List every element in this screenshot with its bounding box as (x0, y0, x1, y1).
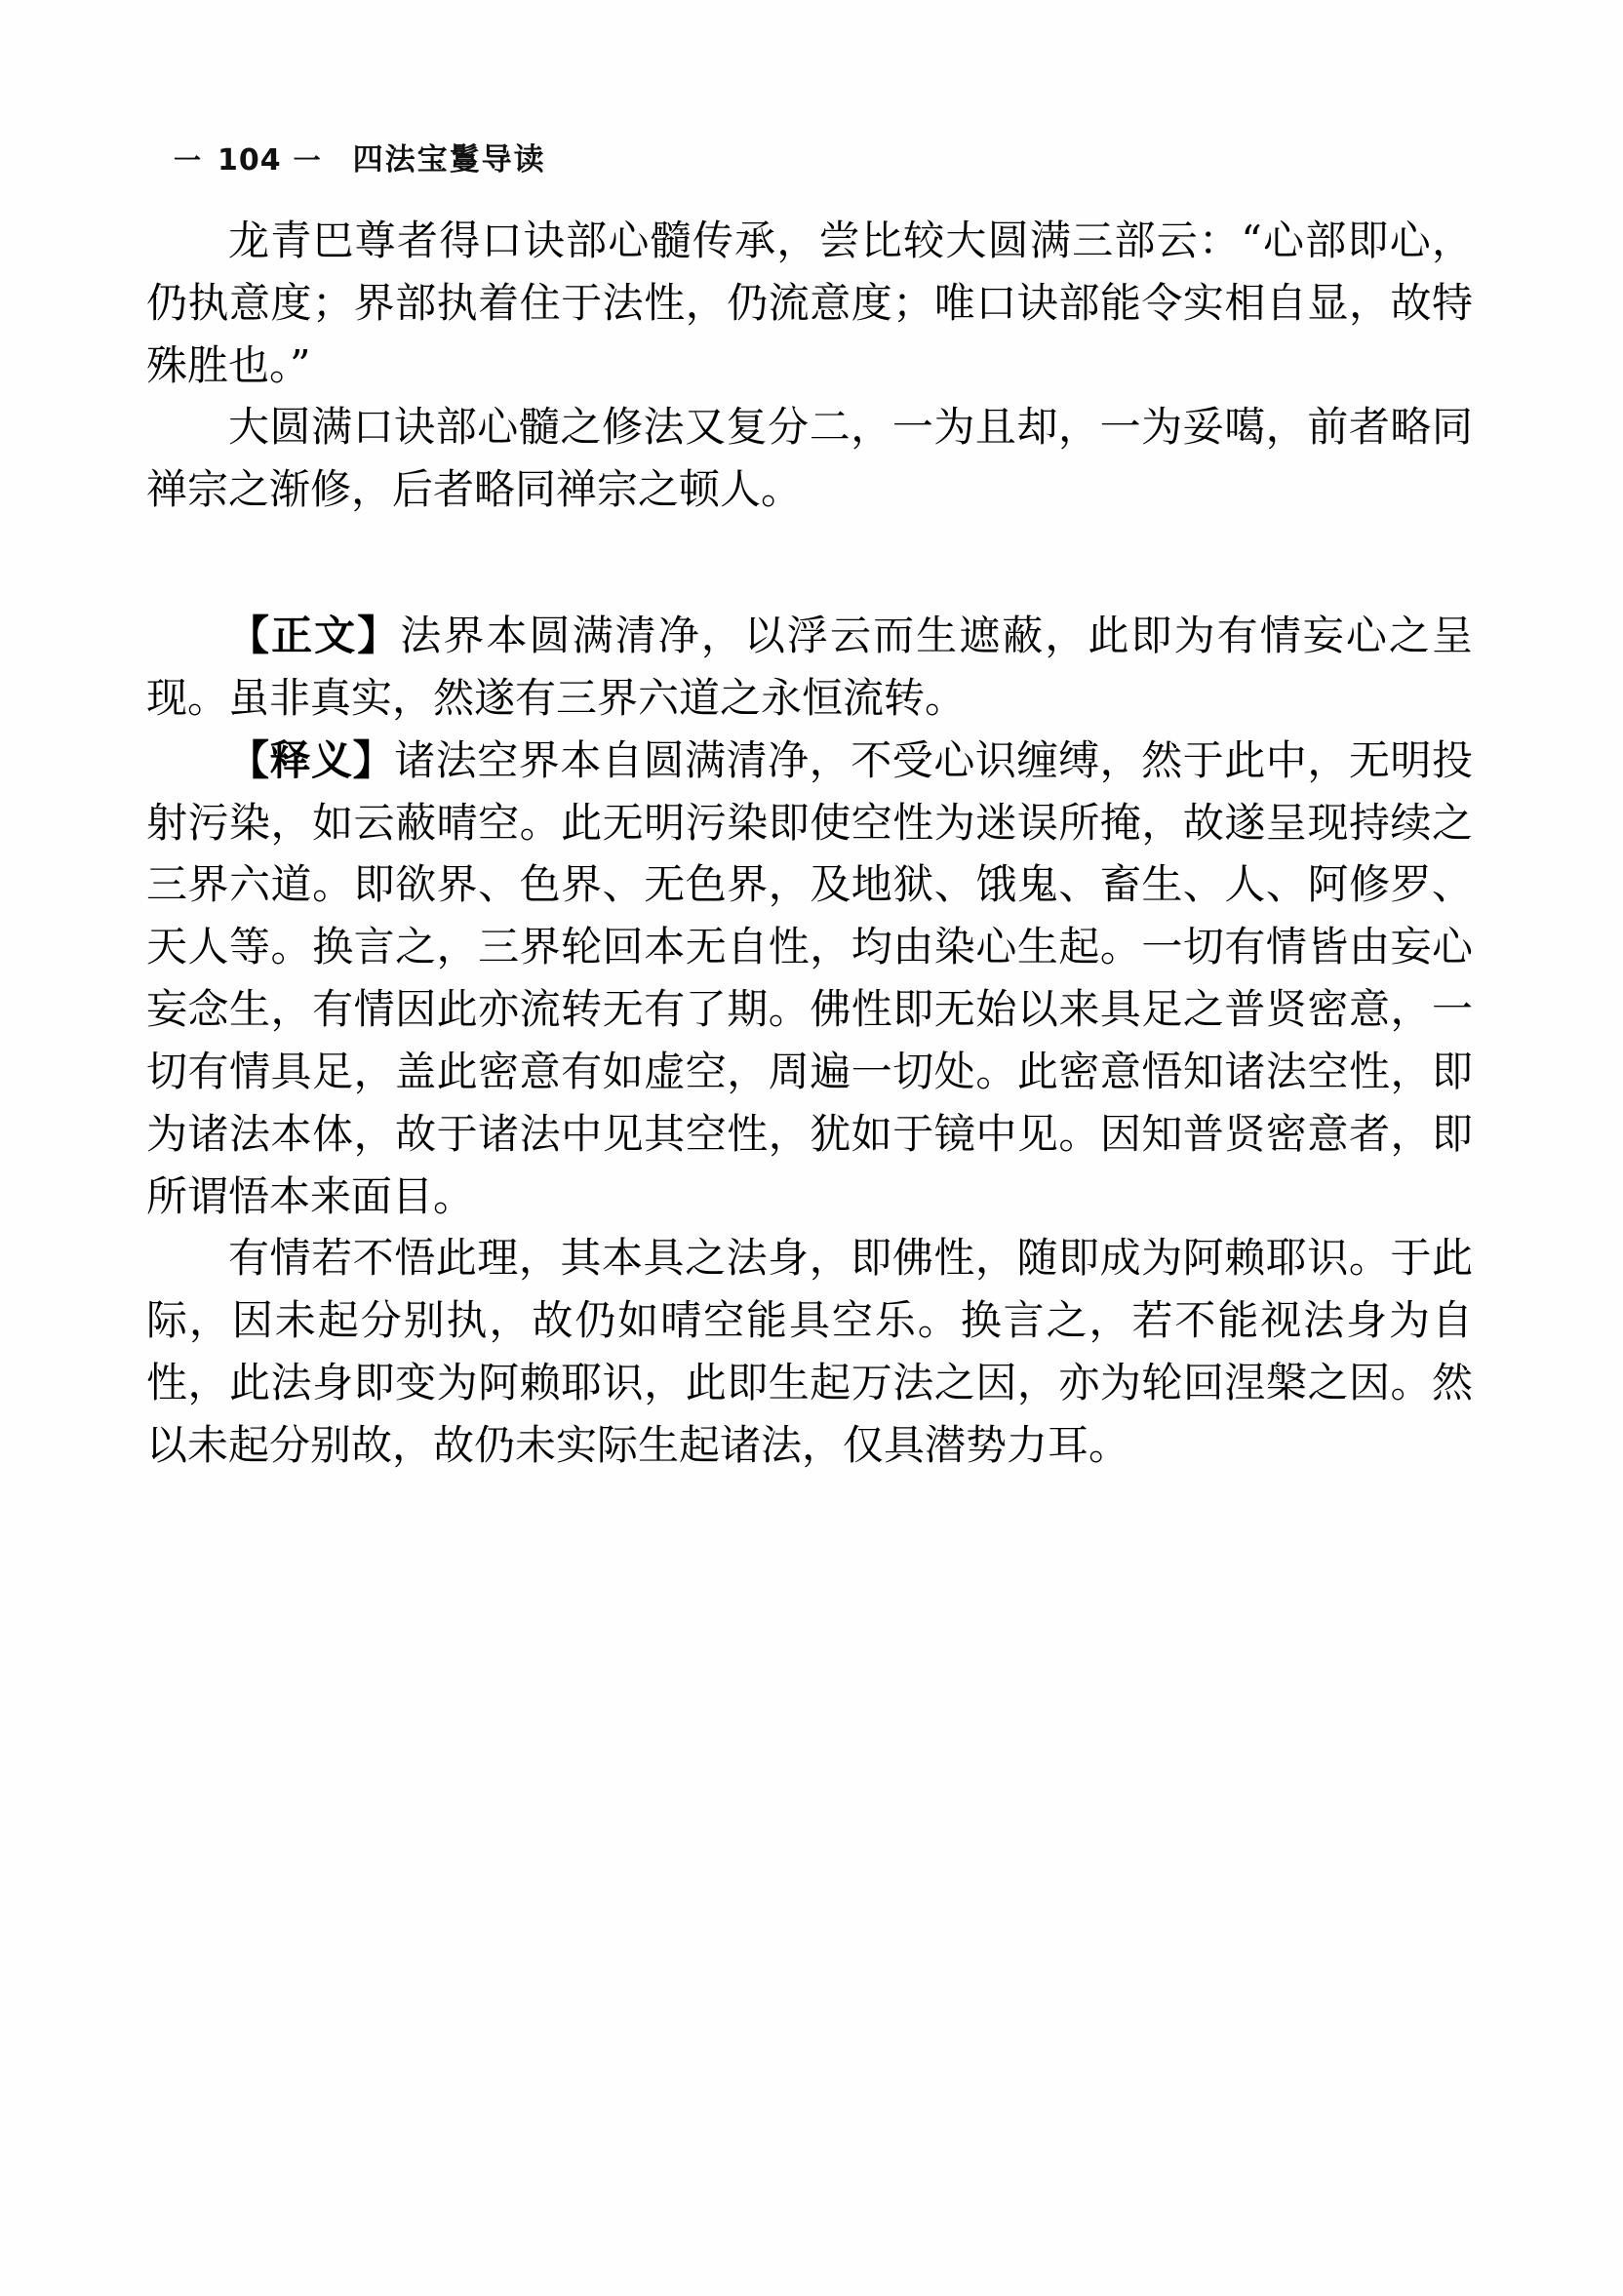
page-header (174, 135, 546, 178)
section-spacer (146, 521, 1473, 605)
paragraph-2: 大圆满口诀部心髓之修法又复分二，一为且却，一为妥噶，前者略同禅宗之渐修，后者略同禅宗之顿人。 (146, 403, 1473, 514)
paragraph-5: 有情若不悟此理，其本具之法身，即佛性，随即成为阿赖耶识。于此际，因未起分别执，故仍如晴空能具空乐。换言之，若不能视法身为自性，此法身即变为阿赖耶识，此即生起万法之因，亦为轮回涅槃之因。然以未起分别故，故仍未实际生起诸法，仅具潜势力耳。 (146, 1234, 1473, 1469)
paragraph-main-text (146, 605, 1473, 730)
paragraph-1: 龙青巴尊者得口诀部心髓传承，尝比较大圆满三部云：“心部即心，仍执意度；界部执着住于法性，仍流意度；唯口诀部能令实相自显，故特殊胜也。” (146, 217, 1473, 389)
paragraph-commentary-body: 诸法空界本自圆满清净，不受心识缠缚，然于此中，无明投射污染，如云蔽晴空。此无明污染即使空性为迷误所掩，故遂呈现持续之三界六道。即欲界、色界、无色界，及地狱、饿鬼、畜生、人、阿修罗、天人等。换言之，三界轮回本无自性，均由染心生起。一切有情皆由妄心妄念生，有情因此亦流转无有了期。佛性即无始以来具足之普贤密意，一切有情具足，盖此密意有如虚空，周遍一切处。此密意悟知诸法空性，即为诸法本体，故于诸法中见其空性，犹如于镜中见。因知普贤密意者，即所谓悟本来面目。 (146, 735, 1473, 1220)
page-body (146, 210, 1473, 1477)
marker-shiyi: 【释义】 (228, 735, 395, 784)
paragraph-commentary (146, 730, 1473, 1228)
header-dash-right: 一 (293, 144, 322, 177)
page-number: 104 (218, 143, 282, 178)
header-dash-left: 一 (174, 144, 203, 177)
paragraph-main-text-body: 法界本圆满清净，以浮云而生遮蔽，此即为有情妄心之呈现。虽非真实，然遂有三界六道之永恒流转。 (146, 612, 1473, 722)
book-title: 四法宝鬘导读 (352, 142, 546, 178)
marker-zhengwen: 【正文】 (228, 612, 401, 660)
